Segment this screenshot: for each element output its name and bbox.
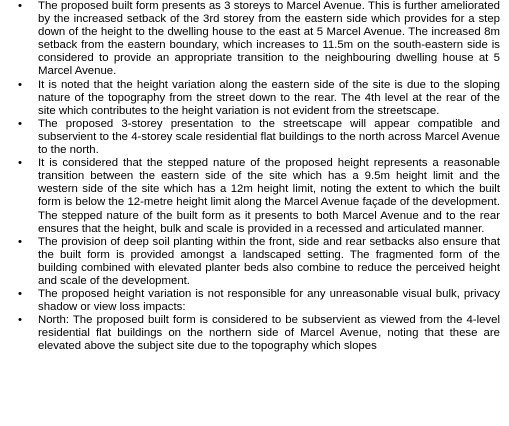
list-item [0,79,509,118]
list-item [0,314,509,353]
list-item-text: It is noted that the height variation along the eastern side of the site is due to the sloping nature of the topography from the street down to the rear. The 4th level at the rear of the site which contributes to the height variation is not evident from the streetscape. [38,78,500,117]
list-item [0,236,509,288]
list-item-text: North: The proposed built form is considered to be subservient as viewed from the 4-level residential flat buildings on the northern side of Marcel Avenue, noting that these are elevated above the subject site due to the topography which slopes [38,314,500,353]
bullet-icon: • [18,157,22,170]
list-item-text: The proposed height variation is not responsible for any unreasonable visual bulk, privacy shadow or view loss impacts: [38,288,500,314]
bullet-icon: • [18,288,22,301]
bullet-icon: • [18,78,22,91]
bullet-icon: • [18,0,22,12]
bullet-icon: • [18,117,22,130]
list-item [0,157,509,236]
list-item [0,118,509,157]
list-item-text: The proposed built form presents as 3 storeys to Marcel Avenue. This is further ameliorated by the increased setback of the 3rd storey from the eastern side which provides for a step down of the height to the dwelling house to the east at 5 Marcel Avenue. The increased 8m setback from the eastern boundary, which increases to 11.5m on the south-eastern side is considered to provide an appropriate transition to the neighbouring dwelling house at 5 Marcel Avenue. [38,0,500,78]
list-item-text: The proposed 3-storey presentation to the streetscape will appear compatible and subservient to the 4-storey scale residential flat buildings to the north across Marcel Avenue to the north. [38,117,500,157]
list-item [0,288,509,314]
bullet-icon: • [18,235,22,248]
list-item [0,0,509,79]
list-item-text: The provision of deep soil planting within the front, side and rear setbacks also ensure that the built form is provided amongst a landscaped setting. The fragmented form of the building combined with elevated planter beds also combine to reduce the perceived height and scale of the development. [38,235,500,287]
list-item-text: It is considered that the stepped nature of the proposed height represents a reasonable transition between the eastern side of the site which has a 9.5m height limit and the western side of the site which has a 12m height limit, noting the extent to which the built form is below the 12-metre height limit along the Marcel Avenue façade of the development. The stepped nature of the built form as it presents to both Marcel Avenue and to the rear ensures that the height, bulk and scale is provided in a recessed and articulated manner. [38,157,500,235]
bullet-icon: • [18,314,22,327]
